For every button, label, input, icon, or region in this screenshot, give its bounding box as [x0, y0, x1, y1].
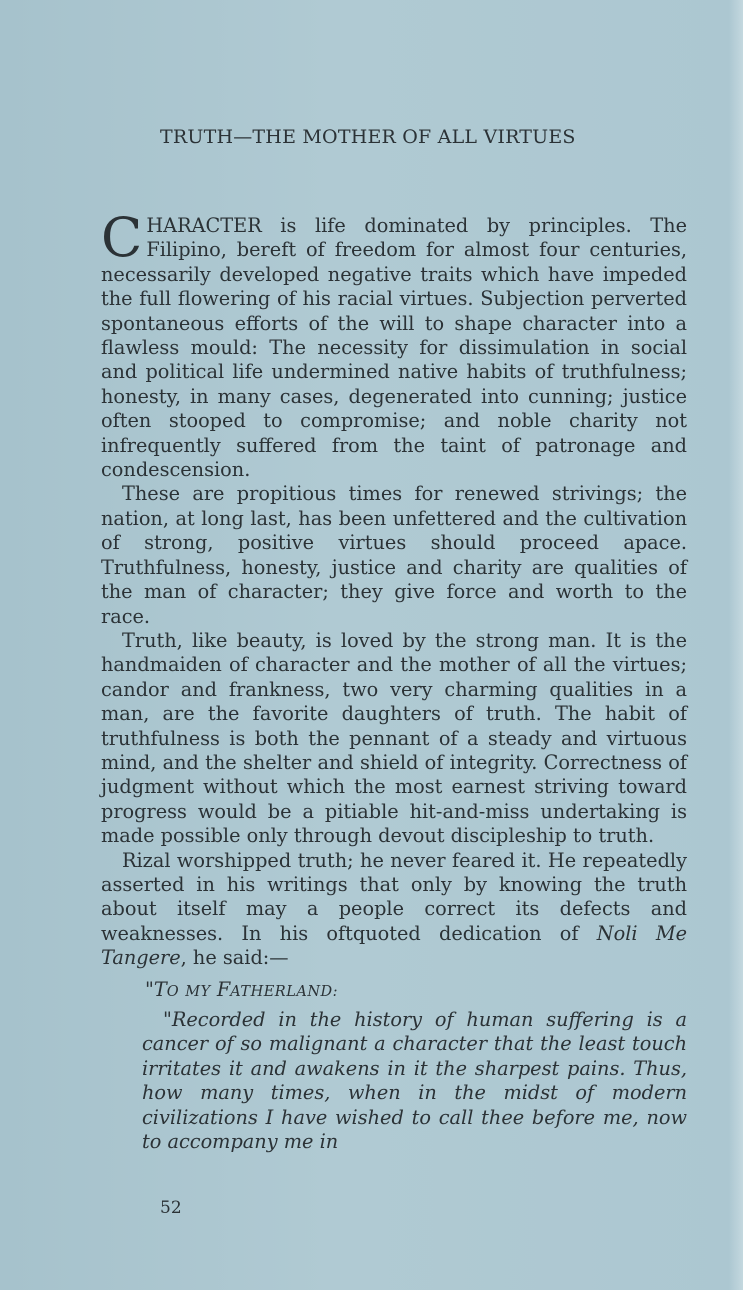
page-edge — [729, 0, 743, 1290]
drop-cap: C — [101, 206, 143, 269]
paragraph-1 — [101, 206, 687, 482]
body-text — [101, 206, 687, 1154]
paragraph-4-end: , he said:— — [180, 946, 289, 970]
paragraph-2: These are propitious times for renewed strivings; the nation, at long last, has been unfettered and the cultivation of strong, positive virtues should proceed apace. Truthfulness, honesty, justice and charity are qualities of the man of character; they give force and worth to the race. — [101, 482, 687, 628]
paragraph-4 — [101, 849, 687, 971]
chapter-title: TRUTH—THE MOTHER OF ALL VIRTUES — [160, 126, 576, 148]
paragraph-4-text: Rizal worshipped truth; he never feared it. He repeatedly asserted in his writings that only by knowing the truth about itself may a people correct its defects and weaknesses. In his oftquoted dedication of — [101, 848, 687, 945]
quotation — [142, 978, 687, 1155]
page-number: 52 — [160, 1198, 182, 1218]
book-title: Noli Me Tangere — [101, 921, 687, 970]
paragraph-1-text: HARACTER is life dominated by principles. The Filipino, bereft of freedom for almost four centuries, necessarily developed negative traits which have impeded the full flowering of his racial virtues. Subjection perverted spontaneous efforts of the will to shape character into a flawless mould: The necessity for dissimulation in social and political life undermined native habits of truthfulness; honesty, in many cases, degenerated into cunning; justice often stooped to compromise; and noble charity not infrequently suffered from the taint of patronage and condescension. — [101, 214, 687, 482]
quote-text: "Recorded in the history of human suffering is a cancer of so malignant a character that the least touch irritates it and awakens in it the sharpest pains. Thus, how many times, when in the midst of modern civilizations I have wished to call thee before me, now to accompany me in — [142, 1008, 687, 1154]
paragraph-3: Truth, like beauty, is loved by the strong man. It is the handmaiden of character and the mother of all the virtues; candor and frankness, two very charming qualities in a man, are the favorite daughters of truth. The habit of truthfulness is both the pennant of a steady and virtuous mind, and the shelter and shield of integrity. Correctness of judgment without which the most earnest striving toward progress would be a pitiable hit-and-miss undertaking is made possible only through devout discipleship to truth. — [101, 628, 687, 848]
quote-heading: "TO MY FATHERLAND: — [145, 977, 339, 1001]
